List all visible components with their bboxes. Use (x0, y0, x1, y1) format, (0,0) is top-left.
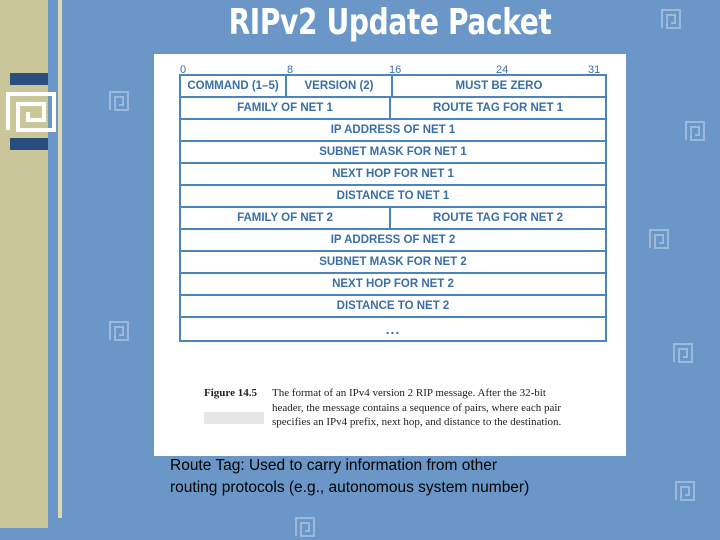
packet-row (181, 252, 605, 274)
packet-row (181, 98, 605, 120)
bit-label: 0 (180, 64, 187, 76)
caption-label: Figure 14.5 (204, 387, 257, 399)
field-family-net2: FAMILY OF NET 2 (237, 212, 333, 224)
caption-highlight (204, 412, 264, 424)
field-route-tag-net1: ROUTE TAG FOR NET 1 (389, 98, 605, 118)
packet-row (181, 230, 605, 252)
field-mask-net1: SUBNET MASK FOR NET 1 (319, 146, 467, 158)
greek-key-icon (108, 320, 130, 342)
field-command: COMMAND (1–5) (187, 80, 279, 92)
note-line: Route Tag: Used to carry information from other (170, 457, 498, 474)
packet-row (181, 274, 605, 296)
route-tag-note (170, 455, 620, 499)
packet-row (181, 186, 605, 208)
bit-label: 8 (287, 64, 294, 76)
greek-key-icon (672, 342, 694, 364)
bit-label: 16 (389, 64, 402, 76)
packet-row (181, 164, 605, 186)
bit-label: 24 (496, 64, 509, 76)
field-nexthop-net1: NEXT HOP FOR NET 1 (332, 168, 454, 180)
field-ip-net1: IP ADDRESS OF NET 1 (330, 124, 456, 136)
greek-key-icon (684, 120, 706, 142)
field-ip-net2: IP ADDRESS OF NET 2 (330, 234, 456, 246)
greek-key-icon (4, 90, 58, 134)
decorative-line (58, 0, 62, 518)
greek-key-icon (294, 516, 316, 538)
field-route-tag-net2: ROUTE TAG FOR NET 2 (389, 208, 605, 228)
accent-bar (10, 73, 48, 85)
caption-text: The format of an IPv4 version 2 RIP message. After the 32-bit header, the message contains a sequence of pairs, where each pair specifies an IPv4 prefix, next hop, and distance to the destination. (272, 387, 562, 429)
field-family-net1: FAMILY OF NET 1 (237, 102, 333, 114)
greek-key-icon (674, 480, 696, 502)
field-nexthop-net2: NEXT HOP FOR NET 2 (332, 278, 454, 290)
figure-panel (154, 54, 626, 456)
accent-bar (10, 138, 48, 150)
packet-row (181, 142, 605, 164)
packet-format-table (179, 74, 607, 342)
note-line: routing protocols (e.g., autonomous system number) (170, 479, 530, 496)
field-must-be-zero: MUST BE ZERO (391, 76, 605, 96)
packet-row (181, 208, 605, 230)
packet-row-header (181, 76, 605, 98)
packet-row (181, 296, 605, 318)
field-distance-net1: DISTANCE TO NET 1 (336, 190, 450, 202)
packet-row (181, 120, 605, 142)
greek-key-icon (108, 90, 130, 112)
greek-key-icon (648, 228, 670, 250)
ellipsis: ... (385, 321, 401, 337)
packet-row-ellipsis (181, 318, 605, 340)
bit-label: 31 (588, 64, 601, 76)
field-version: VERSION (2) (285, 76, 391, 96)
slide-title: RIPv2 Update Packet (228, 2, 552, 43)
field-mask-net2: SUBNET MASK FOR NET 2 (319, 256, 467, 268)
field-distance-net2: DISTANCE TO NET 2 (336, 300, 450, 312)
